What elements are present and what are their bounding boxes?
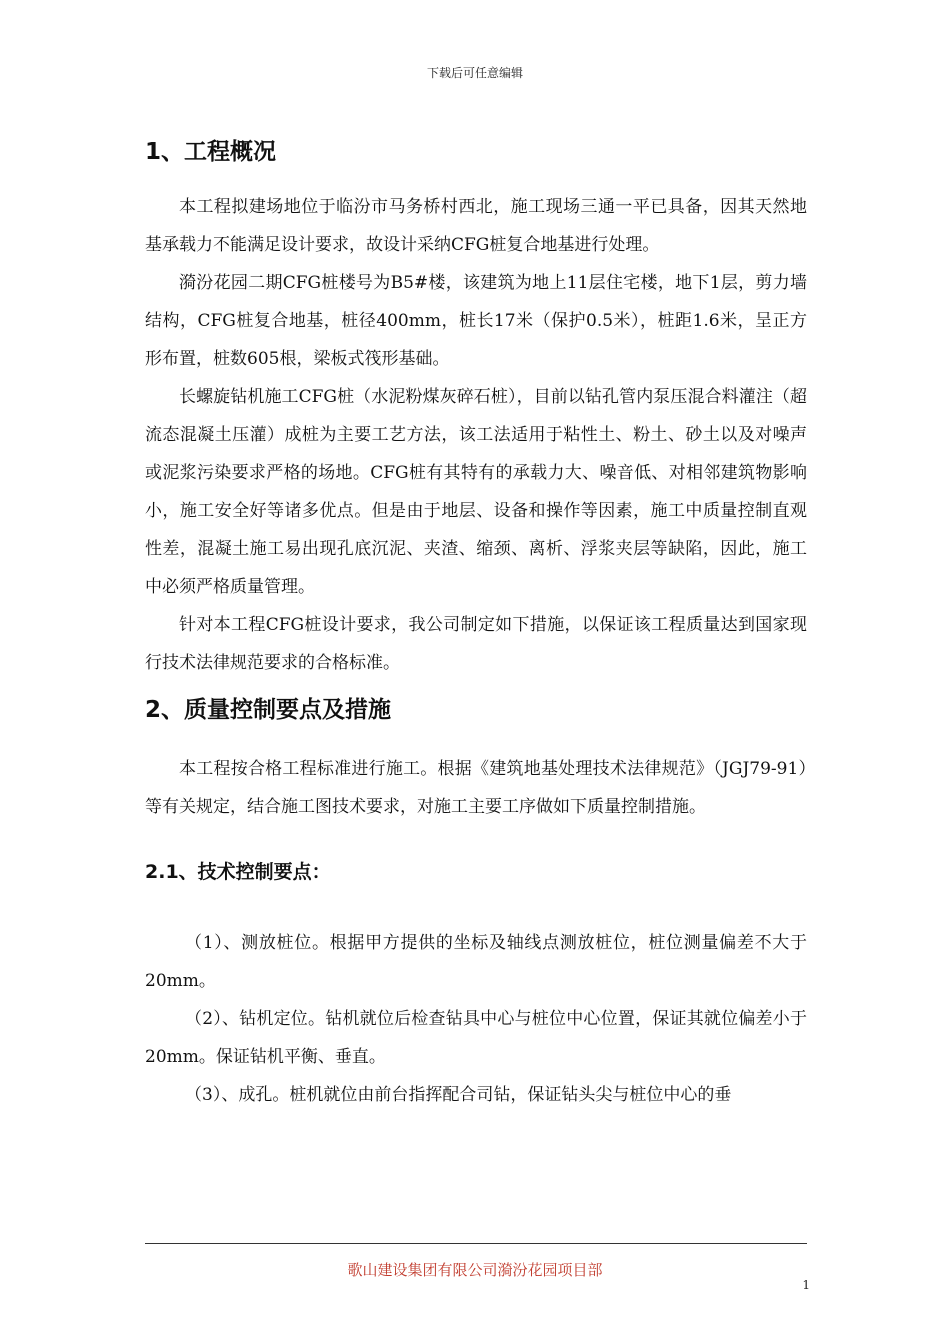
page-number: 1 bbox=[802, 1278, 810, 1292]
section-2-title: 2、质量控制要点及措施 bbox=[145, 697, 392, 723]
control-item-3: （3）、成孔。桩机就位由前台指挥配合司钻，保证钻头尖与桩位中心的垂 bbox=[185, 1085, 732, 1105]
section-1-paragraph-2: 漪汾花园二期CFG桩楼号为B5#楼，该建筑为地上11层住宅楼，地下1层，剪力墙结构，CFG桩复合地基，桩径400mm，桩长17米（保护0.5米），桩距1.6米，呈正方形布置，桩数605根，梁板式筏形基础。 bbox=[145, 273, 807, 369]
section-1-paragraph-3: 长螺旋钻机施工CFG桩（水泥粉煤灰碎石桩），目前以钻孔管内泵压混合料灌注（超流态混凝土压灌）成桩为主要工艺方法，该工法适用于粘性土、粉土、砂土以及对噪声或泥浆污染要求严格的场地。CFG桩有其特有的承载力大、噪音低、对相邻建筑物影响小，施工安全好等诸多优点。但是由于地层、设备和操作等因素，施工中质量控制直观性差，混凝土施工易出现孔底沉泥、夹渣、缩颈、离析、浮浆夹层等缺陷，因此，施工中必须严格质量管理。 bbox=[145, 387, 807, 597]
section-2-1-title: 2.1、技术控制要点： bbox=[145, 861, 331, 883]
control-item-1: （1）、测放桩位。根据甲方提供的坐标及轴线点测放桩位，桩位测量偏差不大于20mm。 bbox=[145, 933, 807, 991]
section-1-title: 1、工程概况 bbox=[145, 139, 277, 165]
footer-divider bbox=[145, 1243, 807, 1244]
control-item-2: （2）、钻机定位。钻机就位后检查钻具中心与桩位中心位置，保证其就位偏差小于20mm。保证钻机平衡、垂直。 bbox=[145, 1009, 807, 1067]
section-2-paragraph: 本工程按合格工程标准进行施工。根据《建筑地基处理技术法律规范》（JGJ79-91）等有关规定，结合施工图技术要求，对施工主要工序做如下质量控制措施。 bbox=[145, 759, 807, 817]
footer-company: 歌山建设集团有限公司漪汾花园项目部 bbox=[347, 1261, 603, 1279]
section-1-paragraph-4: 针对本工程CFG桩设计要求，我公司制定如下措施，以保证该工程质量达到国家现行技术法律规范要求的合格标准。 bbox=[145, 615, 807, 673]
document-body bbox=[145, 130, 807, 1114]
section-1-paragraph-1: 本工程拟建场地位于临汾市马务桥村西北，施工现场三通一平已具备，因其天然地基承载力不能满足设计要求，故设计采纳CFG桩复合地基进行处理。 bbox=[145, 197, 807, 255]
page-header: 下载后可任意编辑 bbox=[426, 66, 523, 80]
